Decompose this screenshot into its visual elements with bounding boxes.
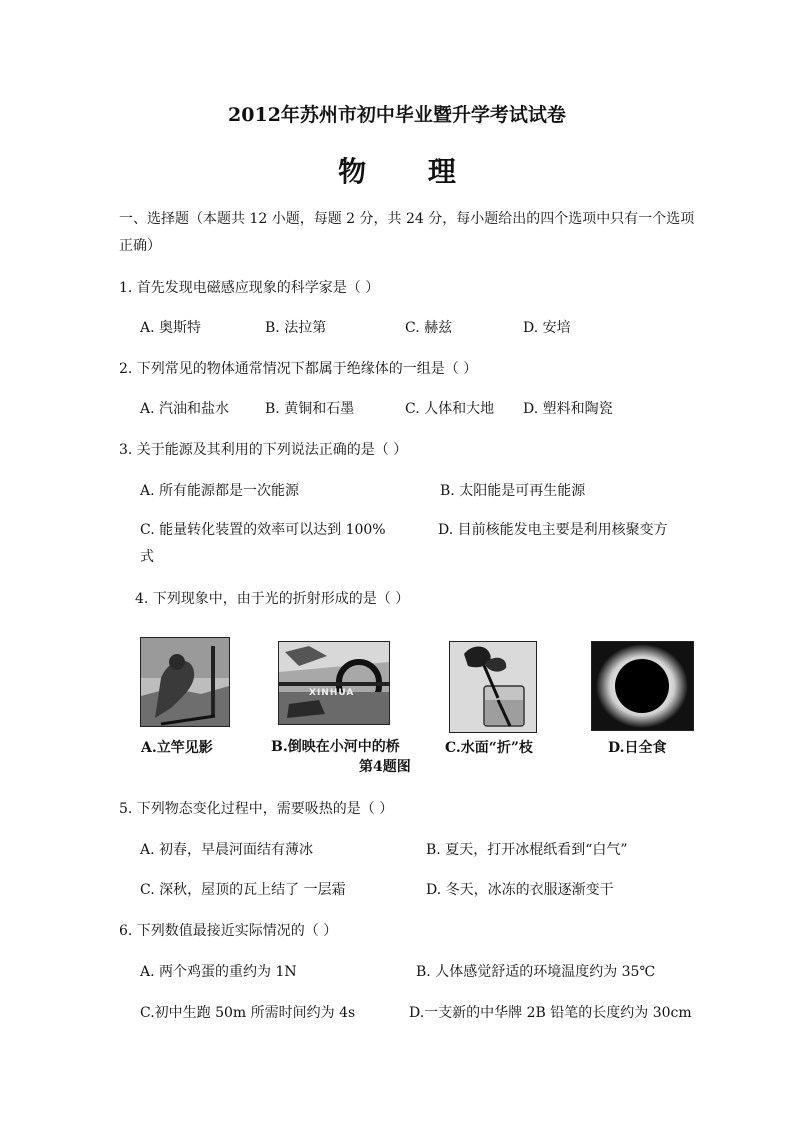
q1-option-d: D. 安培	[523, 320, 571, 336]
question-3-stem: 3. 关于能源及其利用的下列说法正确的是（ ）	[119, 442, 408, 458]
question-2-stem: 2. 下列常见的物体通常情况下都属于绝缘体的一组是（ ）	[119, 361, 478, 377]
q2-option-a: A. 汽油和盐水	[140, 401, 230, 417]
figure-a-shadow-image	[140, 637, 230, 727]
q5-option-d: D. 冬天，冰冻的衣服逐渐变干	[426, 882, 614, 898]
q2-option-b: B. 黄铜和石墨	[265, 401, 355, 417]
q3-option-d-continued: 式	[140, 549, 154, 565]
q5-option-c: C. 深秋，屋顶的瓦上结了 一层霜	[140, 882, 346, 898]
q3-option-d: D. 目前核能发电主要是利用核聚变方	[438, 522, 668, 538]
figure-b-bridge-image	[278, 641, 390, 725]
q1-option-b: B. 法拉第	[265, 320, 327, 336]
q6-option-b: B. 人体感觉舒适的环境温度约为 35℃	[416, 964, 656, 980]
q6-option-a: A. 两个鸡蛋的重约为 1N	[140, 964, 297, 980]
q6-option-d: D.一支新的中华牌 2B 铅笔的长度约为 30cm	[409, 1005, 692, 1021]
q5-option-b: B. 夏天，打开冰棍纸看到“白气”	[426, 842, 628, 858]
bridge-reflection-icon	[279, 642, 389, 724]
q3-option-b: B. 太阳能是可再生能源	[440, 483, 586, 499]
question-5-stem: 5. 下列物态变化过程中，需要吸热的是（ ）	[119, 801, 394, 817]
q5-option-a: A. 初春，早晨河面结有薄冰	[140, 842, 314, 858]
q1-option-a: A. 奥斯特	[140, 320, 202, 336]
question-1-stem: 1. 首先发现电磁感应现象的科学家是（ ）	[119, 280, 380, 296]
section-intro-line2: 正确）	[119, 238, 161, 254]
pole-shadow-icon	[141, 638, 229, 726]
question-6-stem: 6. 下列数值最接近实际情况的（ ）	[119, 923, 338, 939]
q3-option-c: C. 能量转化装置的效率可以达到 100%	[140, 522, 386, 538]
xinhua-watermark: XINHUA	[309, 688, 355, 698]
q2-option-d: D. 塑料和陶瓷	[523, 401, 613, 417]
figure-caption-b: B.倒映在小河中的桥	[271, 739, 400, 755]
figure-caption-d: D.日全食	[608, 740, 667, 756]
solar-eclipse-icon	[592, 642, 693, 730]
q2-option-c: C. 人体和大地	[405, 401, 495, 417]
figure-caption-a: A.立竿见影	[141, 740, 213, 756]
q6-option-c: C.初中生跑 50m 所需时间约为 4s	[140, 1005, 356, 1021]
figure-c-branch-image	[449, 641, 537, 733]
question-4-stem: 4. 下列现象中，由于光的折射形成的是（ ）	[135, 591, 410, 607]
bent-branch-icon	[450, 642, 536, 732]
q3-option-a: A. 所有能源都是一次能源	[140, 483, 300, 499]
figure-d-eclipse-image	[591, 641, 694, 731]
exam-title: 2012年苏州市初中毕业暨升学考试试卷	[228, 104, 566, 126]
q1-option-c: C. 赫兹	[405, 320, 453, 336]
figure-caption-c: C.水面“折”枝	[445, 740, 533, 756]
subject-title: 物 理	[338, 155, 482, 188]
section-intro-line1: 一、选择题（本题共 12 小题，每题 2 分，共 24 分，每小题给出的四个选项中只有一个选项	[119, 211, 695, 227]
figure-label: 第4题图	[359, 759, 411, 775]
